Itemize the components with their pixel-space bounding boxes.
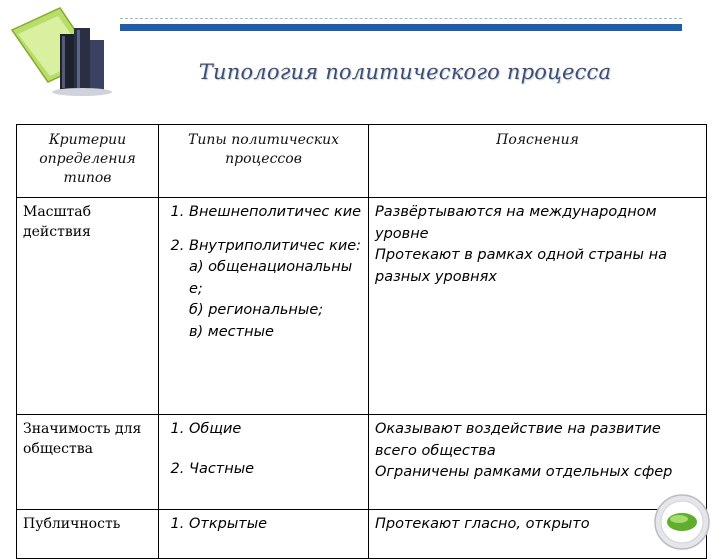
page-title: Типология политического процесса — [198, 60, 612, 84]
type-label: Общие — [189, 421, 242, 437]
table-row — [17, 415, 707, 510]
types-cell — [159, 510, 369, 559]
table-row — [17, 510, 707, 559]
books-icon — [12, 8, 112, 96]
list-item — [189, 202, 362, 224]
list-item — [189, 236, 362, 344]
explanation-text: Протекают в рамках одной страны на разных уровнях — [375, 247, 667, 285]
explanation-text: Оказывают воздействие на развитие всего общества — [375, 421, 661, 459]
column-header-types: Типы политических процессов — [159, 125, 369, 198]
table-row — [17, 198, 707, 415]
type-label: Открытые — [189, 516, 268, 532]
explanation-text: Протекают гласно, открыто — [375, 516, 590, 532]
header-line-thin — [120, 18, 682, 19]
types-cell — [159, 415, 369, 510]
types-cell — [159, 198, 369, 415]
subtype-label: б) региональные; — [189, 302, 324, 318]
criterion-cell: Публичность — [17, 510, 159, 559]
list-item — [189, 514, 362, 536]
subtype-label: в) местные — [189, 323, 274, 340]
list-item — [189, 459, 362, 481]
explanation-text: Ограничены рамками отдельных сфер — [375, 464, 673, 480]
type-label: Частные — [189, 460, 255, 477]
criterion-cell: Значимость для общества — [17, 415, 159, 510]
explanation-cell — [369, 198, 707, 415]
type-label: Внутриполитичес кие: — [189, 237, 362, 254]
table-header-row — [17, 125, 707, 198]
criterion-cell: Масштаб действия — [17, 198, 159, 415]
column-header-criteria: Критерии определения типов — [17, 125, 159, 198]
list-item — [189, 419, 362, 441]
column-header-explanations: Пояснения — [369, 125, 707, 198]
typology-table — [16, 124, 707, 559]
type-label: Внешнеполитичес кие — [189, 204, 362, 220]
subtype-label: а) общенациональны е; — [189, 259, 353, 297]
explanation-text: Развёртываются на международном уровне — [375, 204, 657, 242]
green-leaf-button-icon[interactable] — [652, 492, 712, 552]
header-accent-bar — [120, 24, 682, 31]
